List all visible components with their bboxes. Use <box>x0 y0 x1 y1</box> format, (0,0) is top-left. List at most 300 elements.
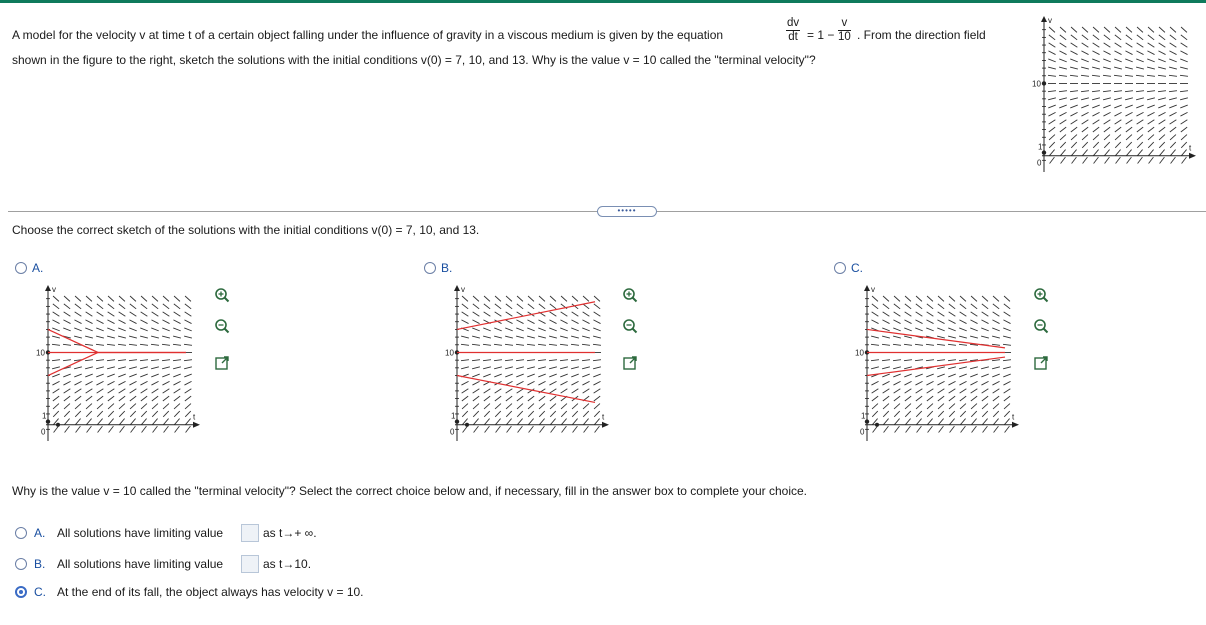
slope-segment <box>583 296 589 301</box>
slope-segment <box>1169 91 1177 92</box>
tick-label-1: 1 <box>451 411 456 421</box>
slope-segment <box>1048 98 1056 100</box>
expand-more-button[interactable]: ••••• <box>597 206 657 217</box>
slope-segment <box>1004 304 1010 309</box>
slope-segment <box>1004 396 1010 401</box>
slope-segment <box>937 344 945 345</box>
direction-field-svg <box>36 285 201 445</box>
slope-segment <box>926 374 933 377</box>
fraction-numerator: v <box>838 17 851 31</box>
slope-segment <box>905 404 911 409</box>
slope-segment <box>64 396 70 401</box>
slope-segment <box>1059 112 1066 116</box>
slope-segment <box>129 374 136 377</box>
slope-segment <box>1003 381 1010 385</box>
slope-segment <box>904 374 911 377</box>
solution-curve-7 <box>457 376 595 403</box>
slope-segment <box>461 367 469 369</box>
t-axis-label: t <box>602 412 605 422</box>
slope-segment <box>63 381 70 385</box>
slope-segment <box>1126 142 1132 148</box>
slope-segment <box>582 320 589 324</box>
slope-segment <box>85 367 93 369</box>
slope-segment <box>1181 150 1186 156</box>
slope-segment <box>52 374 59 377</box>
slope-segment <box>1125 91 1133 92</box>
slope-segment <box>184 344 192 345</box>
slope-segment <box>560 374 567 377</box>
answer-box-a[interactable] <box>241 524 259 542</box>
slope-segment <box>174 419 179 425</box>
slope-segment <box>572 389 579 393</box>
slope-segment <box>463 426 468 432</box>
slope-segment <box>872 389 879 393</box>
slope-segment <box>1160 157 1165 163</box>
slope-segment <box>141 296 147 301</box>
slope-segment <box>1180 98 1188 100</box>
slope-segment <box>472 320 479 324</box>
slope-segment <box>528 404 534 409</box>
slope-segment <box>971 296 977 301</box>
slope-segment <box>1059 75 1067 76</box>
part2-option-b-radio[interactable] <box>15 558 27 570</box>
slope-segment <box>1169 59 1176 62</box>
slope-segment <box>561 296 567 301</box>
slope-segment <box>74 381 81 385</box>
slope-segment <box>473 304 479 309</box>
zoom-in-icon[interactable] <box>214 287 230 303</box>
slope-segment <box>152 389 159 393</box>
slope-segment <box>130 411 136 417</box>
slope-segment <box>993 296 999 301</box>
slope-segment <box>1092 59 1099 62</box>
slope-segment <box>54 426 59 432</box>
slope-segment <box>495 312 502 316</box>
option-c-radio[interactable] <box>834 262 846 274</box>
slope-segment <box>173 328 180 331</box>
slope-segment <box>1082 43 1089 47</box>
slope-segment <box>1059 105 1066 108</box>
slope-segment <box>1059 59 1066 62</box>
slope-segment <box>948 367 956 369</box>
slope-segment <box>75 312 82 316</box>
slope-segment <box>1159 142 1165 148</box>
slope-segment <box>993 304 999 309</box>
slope-segment <box>185 404 191 409</box>
slope-segment <box>173 367 181 369</box>
slope-segment <box>1181 135 1187 140</box>
slope-segment <box>551 426 556 432</box>
slope-segment <box>75 304 81 309</box>
slope-segment <box>982 304 988 309</box>
slope-segment <box>582 360 590 361</box>
slope-segment <box>915 381 922 385</box>
slope-segment <box>130 389 137 393</box>
slope-segment <box>85 360 93 361</box>
pop-out-icon[interactable] <box>622 355 638 371</box>
option-b-radio[interactable] <box>424 262 436 274</box>
slope-segment <box>1180 67 1188 69</box>
slope-segment <box>905 411 911 417</box>
slope-segment <box>119 411 125 417</box>
zoom-out-icon[interactable] <box>214 318 230 334</box>
slope-segment <box>140 381 147 385</box>
slope-segment <box>1115 35 1121 40</box>
slope-segment <box>1147 75 1155 76</box>
slope-segment <box>185 312 192 316</box>
slope-segment <box>107 328 114 331</box>
slope-segment <box>1049 43 1056 47</box>
slope-segment <box>872 411 878 417</box>
t-axis-arrow <box>602 422 609 428</box>
slope-segment <box>1093 150 1098 156</box>
slope-segment <box>1071 43 1078 47</box>
slope-segment <box>938 396 944 401</box>
slope-segment <box>1093 35 1099 40</box>
slope-segment <box>560 367 568 369</box>
slope-segment <box>949 419 954 425</box>
slope-segment <box>1059 67 1067 69</box>
slope-segment <box>1169 75 1177 76</box>
slope-segment <box>949 304 955 309</box>
slope-segment <box>141 419 146 425</box>
slope-segment <box>516 381 523 385</box>
slope-segment <box>473 396 479 401</box>
slope-segment <box>484 404 490 409</box>
slope-segment <box>1170 142 1176 148</box>
slope-segment <box>960 411 966 417</box>
slope-segment <box>97 389 104 393</box>
pop-out-icon[interactable] <box>1033 355 1049 371</box>
slope-segment <box>1059 51 1066 55</box>
slope-segment <box>162 328 169 331</box>
slope-segment <box>1093 142 1099 148</box>
tick-label-0: 0 <box>1037 158 1042 168</box>
zoom-in-icon[interactable] <box>622 287 638 303</box>
slope-segment <box>1048 75 1056 76</box>
slope-segment <box>882 320 889 324</box>
slope-segment <box>1170 150 1175 156</box>
slope-segment <box>937 336 945 338</box>
slope-segment <box>960 296 966 301</box>
part2-option-c-radio[interactable] <box>15 586 27 598</box>
slope-segment <box>85 344 93 345</box>
slope-segment <box>173 320 180 324</box>
slope-segment <box>1092 75 1100 76</box>
slope-segment <box>594 389 601 393</box>
slope-segment <box>992 367 1000 369</box>
option-b-label: B. <box>441 261 453 275</box>
slope-segment <box>52 344 60 345</box>
slope-segment <box>108 304 114 309</box>
part2-option-b-letter: B. <box>34 557 46 571</box>
slope-segment <box>151 328 158 331</box>
slope-segment <box>1137 135 1143 140</box>
slope-segment <box>107 367 115 369</box>
slope-segment <box>1082 142 1088 148</box>
v-axis-arrow <box>45 285 51 291</box>
slope-segment <box>1159 120 1166 124</box>
slope-segment <box>883 419 888 425</box>
slope-segment <box>926 328 933 331</box>
slope-segment <box>971 419 976 425</box>
tick-label-1: 1 <box>861 411 866 421</box>
slope-segment <box>517 304 523 309</box>
slope-segment <box>937 328 944 331</box>
slope-segment <box>473 404 479 409</box>
slope-segment <box>119 419 124 425</box>
slope-segment <box>1115 142 1121 148</box>
point-v1 <box>1042 150 1046 154</box>
option-c-label: C. <box>851 261 863 275</box>
slope-segment <box>993 411 999 417</box>
slope-segment <box>1081 67 1089 69</box>
slope-segment <box>108 296 114 301</box>
slope-segment <box>162 320 169 324</box>
slope-segment <box>993 419 998 425</box>
zoom-out-icon[interactable] <box>622 318 638 334</box>
slope-segment <box>140 344 148 345</box>
slope-segment <box>461 381 468 385</box>
pop-out-icon[interactable] <box>214 355 230 371</box>
slope-segment <box>527 336 535 338</box>
slope-segment <box>1158 105 1165 108</box>
slope-segment <box>572 296 578 301</box>
slope-segment <box>174 389 181 393</box>
t-axis-label: t <box>1012 412 1015 422</box>
slope-segment <box>174 396 180 401</box>
slope-segment <box>1147 105 1154 108</box>
slope-segment <box>130 296 136 301</box>
option-c-graph <box>855 285 1020 445</box>
slope-segment <box>893 344 901 345</box>
slope-segment <box>583 312 590 316</box>
slope-segment <box>1049 35 1055 40</box>
slope-segment <box>1004 296 1010 301</box>
slope-segment <box>883 396 889 401</box>
slope-segment <box>86 304 92 309</box>
slope-segment <box>1092 51 1099 55</box>
slope-segment <box>594 404 600 409</box>
slope-segment <box>538 344 546 345</box>
slope-segment <box>982 419 987 425</box>
slope-segment <box>1137 127 1143 132</box>
slope-segment <box>1070 75 1078 76</box>
slope-segment <box>174 411 180 417</box>
slope-segment <box>174 296 180 301</box>
slope-segment <box>1115 120 1122 124</box>
origin-dot <box>465 423 469 427</box>
slope-segment <box>64 296 70 301</box>
slope-segment <box>1126 43 1133 47</box>
slope-segment <box>948 381 955 385</box>
slope-segment <box>1114 98 1122 100</box>
slope-segment <box>949 404 955 409</box>
slope-segment <box>982 389 989 393</box>
slope-segment <box>162 381 169 385</box>
slope-segment <box>593 374 600 377</box>
slope-segment <box>983 426 988 432</box>
slope-segment <box>562 426 567 432</box>
slope-segment <box>53 411 59 417</box>
slope-segment <box>540 426 545 432</box>
slope-segment <box>894 396 900 401</box>
slope-segment <box>1003 320 1010 324</box>
v-axis-arrow <box>864 285 870 291</box>
part2-option-a-radio[interactable] <box>15 527 27 539</box>
slope-segment <box>871 320 878 324</box>
slope-segment <box>594 312 601 316</box>
slope-segment <box>1104 150 1109 156</box>
slope-segment <box>938 296 944 301</box>
slope-segment <box>140 336 148 338</box>
slope-segment <box>75 404 81 409</box>
slope-segment <box>927 396 933 401</box>
slope-segment <box>872 296 878 301</box>
slope-segment <box>483 336 491 338</box>
slope-segment <box>960 396 966 401</box>
slope-segment <box>993 404 999 409</box>
slope-segment <box>484 411 490 417</box>
slope-segment <box>1003 328 1010 331</box>
slope-segment <box>1081 59 1088 62</box>
slope-segment <box>1181 27 1187 32</box>
slope-segment <box>1170 127 1176 132</box>
slope-segment <box>992 336 1000 338</box>
slope-segment <box>927 312 934 316</box>
slope-segment <box>1126 150 1131 156</box>
slope-segment <box>927 404 933 409</box>
slope-segment <box>1148 135 1154 140</box>
slope-segment <box>1048 59 1055 62</box>
slope-segment <box>52 320 59 324</box>
slope-segment <box>74 367 82 369</box>
option-a-radio[interactable] <box>15 262 27 274</box>
slope-segment <box>1049 135 1055 140</box>
tick-label-1: 1 <box>42 411 47 421</box>
slope-segment <box>1137 35 1143 40</box>
slope-segment <box>1169 105 1176 108</box>
slope-segment <box>505 320 512 324</box>
slope-segment <box>971 389 978 393</box>
slope-segment <box>484 419 489 425</box>
slope-segment <box>982 404 988 409</box>
slope-segment <box>949 389 956 393</box>
slope-segment <box>151 374 158 377</box>
slope-segment <box>527 381 534 385</box>
v-axis-label: v <box>1048 16 1052 25</box>
slope-segment <box>948 374 955 377</box>
slope-segment <box>1103 91 1111 92</box>
slope-segment <box>506 296 512 301</box>
slope-segment <box>916 304 922 309</box>
slope-segment <box>1004 411 1010 417</box>
slope-segment <box>1082 27 1088 32</box>
slope-segment <box>961 426 966 432</box>
origin-dot <box>875 423 879 427</box>
t-axis-arrow <box>1012 422 1019 428</box>
slope-segment <box>1049 150 1054 156</box>
slope-segment <box>517 396 523 401</box>
slope-segment <box>1070 51 1077 55</box>
slope-segment <box>1170 27 1176 32</box>
slope-segment <box>871 336 879 338</box>
slope-segment <box>904 367 912 369</box>
slope-segment <box>937 360 945 361</box>
slope-segment <box>472 381 479 385</box>
slope-segment <box>594 396 600 401</box>
slope-segment <box>893 381 900 385</box>
slope-segment <box>64 411 70 417</box>
slope-segment <box>960 419 965 425</box>
slope-segment <box>883 312 890 316</box>
slope-segment <box>484 304 490 309</box>
slope-segment <box>970 320 977 324</box>
slope-segment <box>582 328 589 331</box>
slope-segment <box>118 374 125 377</box>
slope-segment <box>1070 59 1077 62</box>
slope-segment <box>992 374 999 377</box>
slope-segment <box>96 336 104 338</box>
slope-segment <box>1114 59 1121 62</box>
slope-segment <box>96 367 104 369</box>
slope-segment <box>75 396 81 401</box>
slope-segment <box>74 374 81 377</box>
slope-segment <box>64 312 71 316</box>
slope-segment <box>1071 142 1077 148</box>
slope-segment <box>74 320 81 324</box>
slope-segment <box>594 419 599 425</box>
answer-box-b[interactable] <box>241 555 259 573</box>
slope-segment <box>593 344 601 345</box>
slope-segment <box>915 320 922 324</box>
slope-segment <box>1125 59 1132 62</box>
slope-segment <box>982 411 988 417</box>
slope-segment <box>484 389 491 393</box>
slope-segment <box>184 336 192 338</box>
slope-segment <box>872 396 878 401</box>
slope-segment <box>1071 27 1077 32</box>
slope-segment <box>129 360 137 361</box>
slope-segment <box>583 389 590 393</box>
slope-segment <box>971 404 977 409</box>
slope-segment <box>186 426 191 432</box>
slope-segment <box>1180 105 1187 108</box>
slope-segment <box>1060 35 1066 40</box>
slope-segment <box>948 344 956 345</box>
slope-segment <box>1093 127 1099 132</box>
slope-segment <box>549 381 556 385</box>
slope-segment <box>549 360 557 361</box>
top-accent-bar <box>0 0 1206 3</box>
slope-segment <box>1049 127 1055 132</box>
slope-segment <box>474 426 479 432</box>
slope-segment <box>970 374 977 377</box>
zoom-out-icon[interactable] <box>1033 318 1049 334</box>
slope-segment <box>506 389 513 393</box>
slope-segment <box>904 328 911 331</box>
slope-segment <box>993 389 1000 393</box>
slope-segment <box>1060 142 1066 148</box>
slope-segment <box>96 374 103 377</box>
slope-segment <box>550 304 556 309</box>
slope-segment <box>937 320 944 324</box>
slope-segment <box>872 304 878 309</box>
slope-segment <box>993 312 1000 316</box>
slope-segment <box>53 312 60 316</box>
slope-segment <box>461 320 468 324</box>
zoom-in-icon[interactable] <box>1033 287 1049 303</box>
